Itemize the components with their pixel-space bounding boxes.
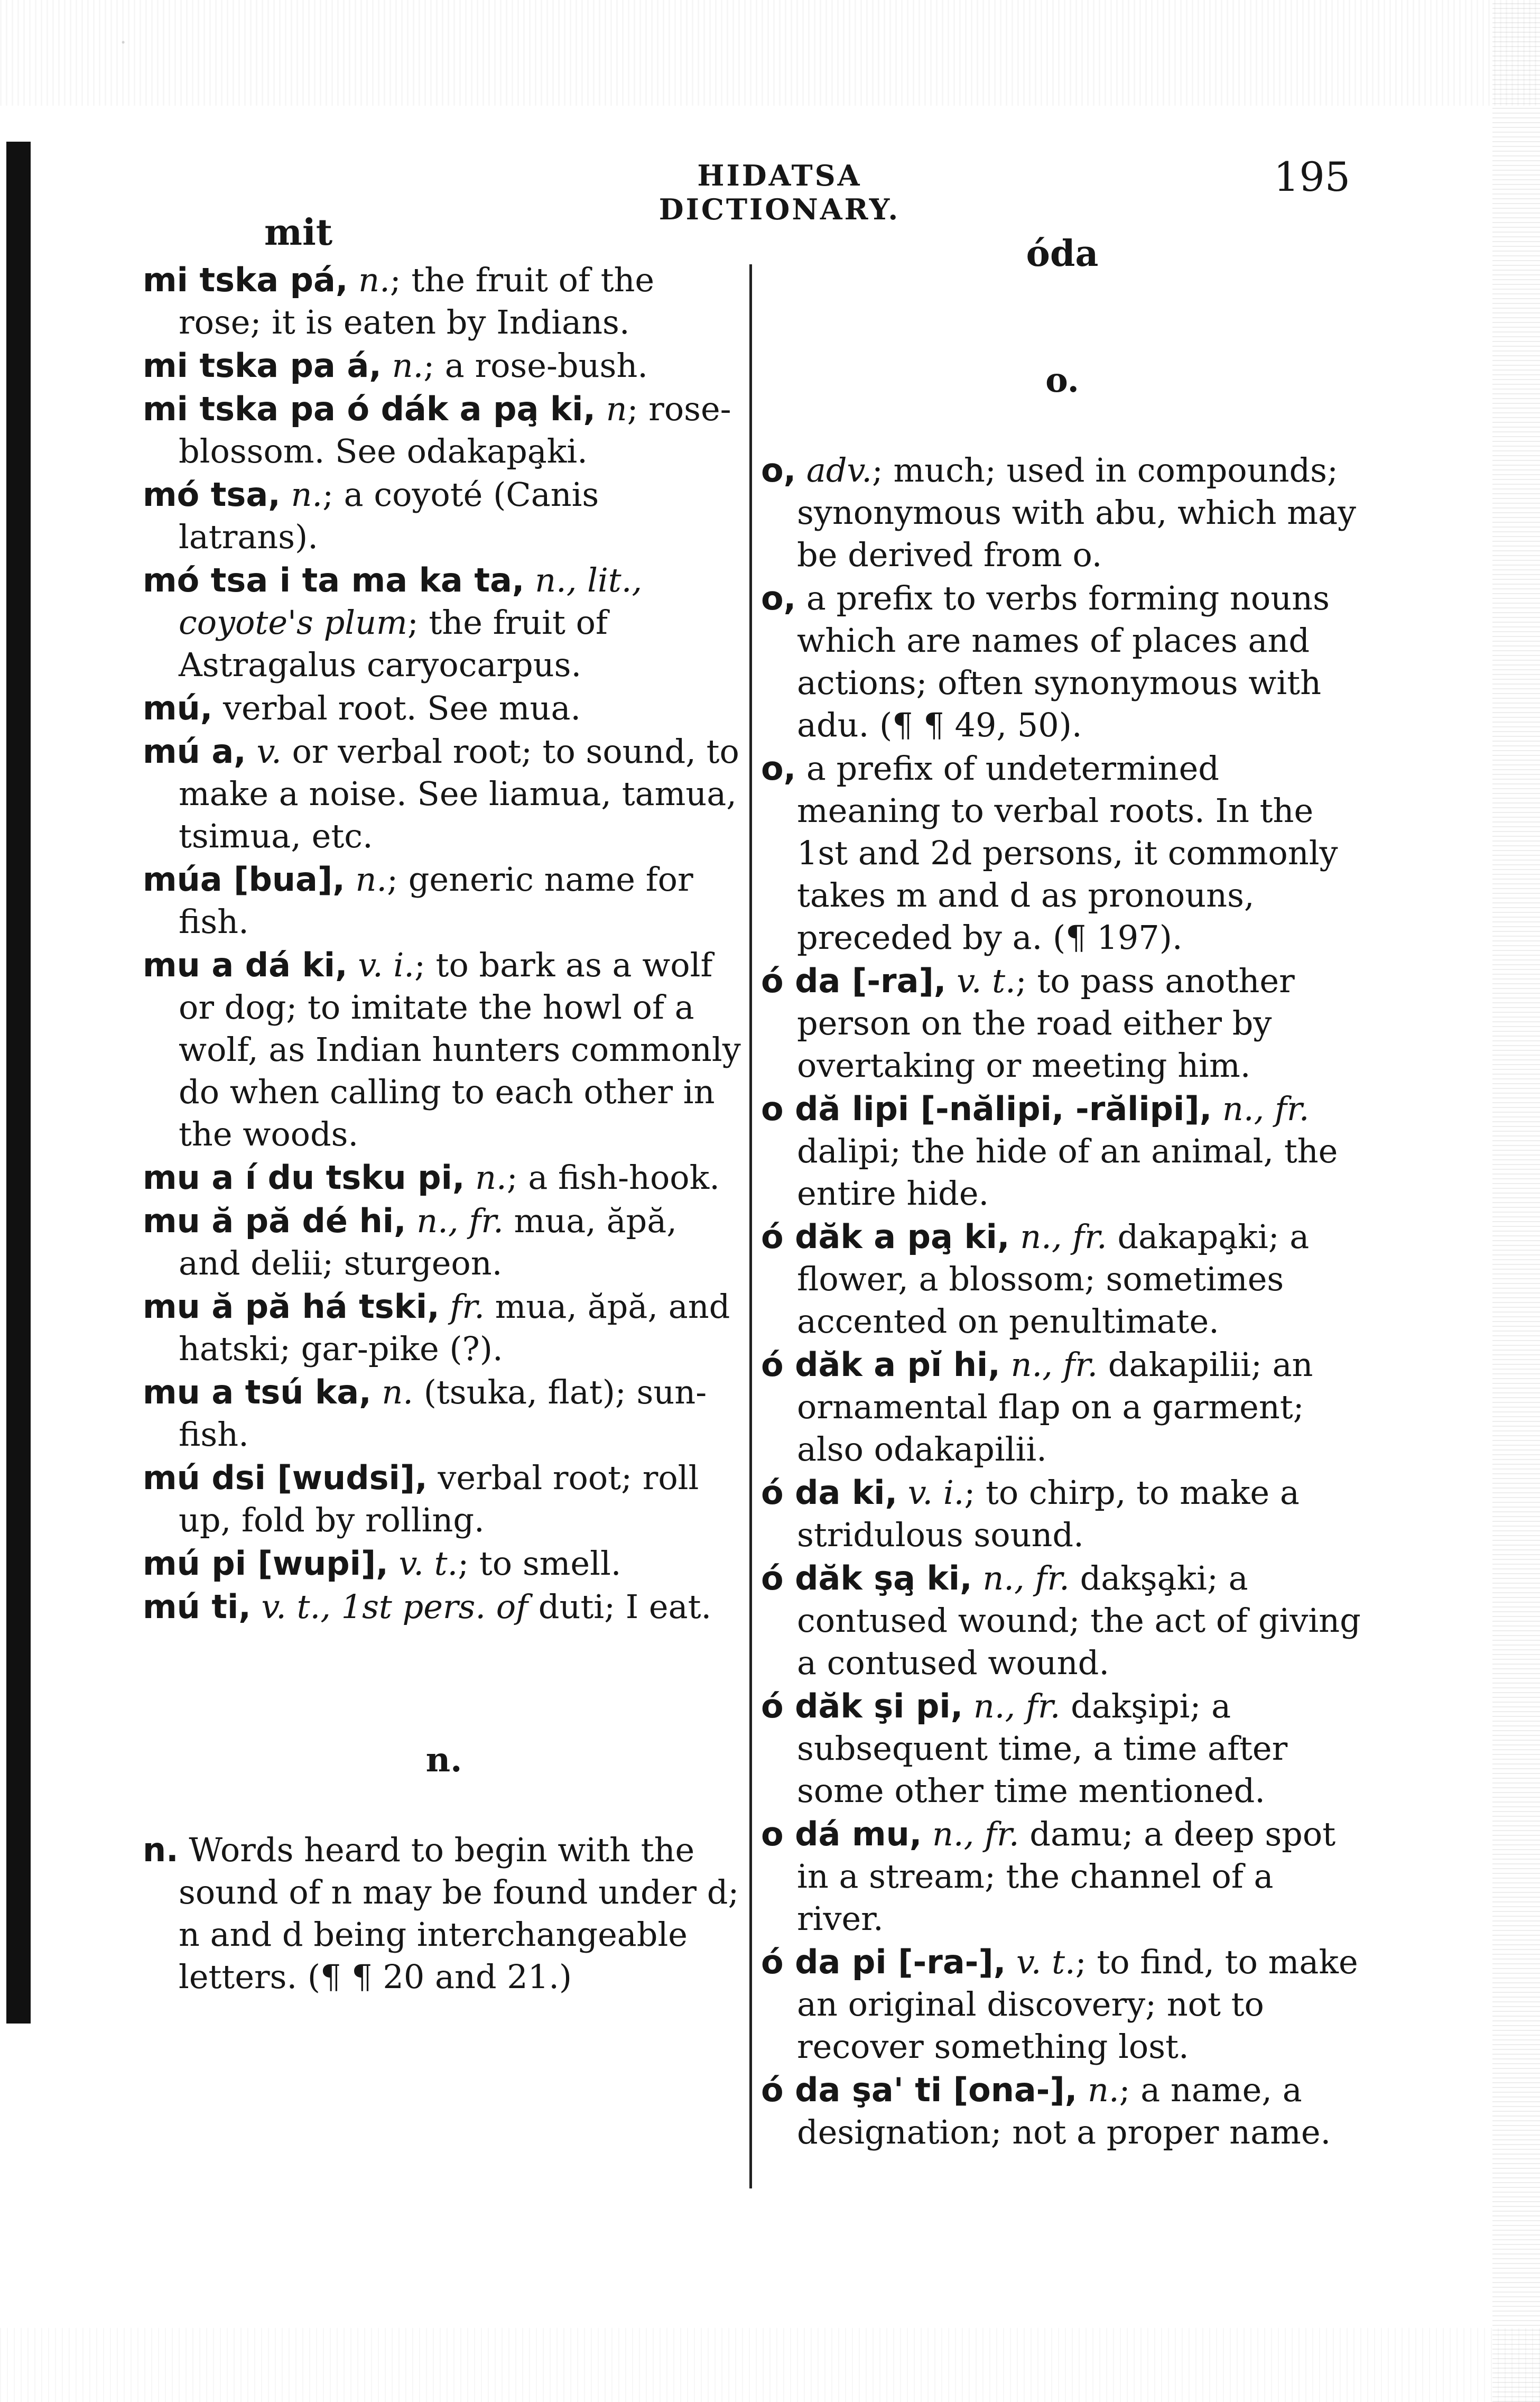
entry-part-of-speech: v. t., 1st pers. of [261,1587,528,1626]
dictionary-entry [761,1813,1363,1940]
entry-headword: mu a tsú ka, [143,1373,372,1411]
dictionary-entry [761,2069,1363,2154]
page-number: 195 [1274,153,1351,200]
entry-definition: (tsuka, flat); sun-fish. [179,1373,707,1454]
entry-space [524,561,535,599]
entry-part-of-speech: n. [291,475,323,514]
dictionary-entry [761,1344,1363,1471]
dictionary-entry [143,474,745,558]
entry-definition: ; a rose-bush. [423,346,648,385]
entry-space [246,732,257,771]
entry-part-of-speech: n., fr. [416,1202,504,1240]
dictionary-entry [143,259,745,344]
entry-definition: ; the fruit of the rose; it is eaten by Indians. [179,261,655,341]
dictionary-entry [143,1286,745,1370]
entry-definition: ; to bark as a wolf or dog; to imitate the howl of a wolf, as Indian hunters commonly do when calling to each other in the woods. [179,946,741,1153]
entry-space [922,1815,932,1853]
entry-space [345,860,356,899]
scan-noise-top [0,0,1540,106]
entry-definition: a prefix to verbs forming nouns which are names of places and actions; often synonymous with adu. (¶ ¶ 49, 50). [797,579,1330,744]
dictionary-entry [143,1371,745,1456]
entry-space [1006,1943,1016,1981]
entry-space [251,1587,262,1626]
entry-part-of-speech: v. t. [398,1544,458,1583]
entry-space [388,1544,399,1583]
dictionary-entry [143,1542,745,1585]
entry-space [212,689,223,727]
entry-definition: ; much; used in compounds; synonymous with abu, which may be derived from o. [797,451,1357,574]
entry-definition: a prefix of undetermined meaning to verbal roots. In the 1st and 2d persons, it commonly takes m and d as pronouns, preceded by a. (¶ 197). [797,749,1338,957]
entry-definition: ; to smell. [458,1544,621,1583]
entry-headword: mi tska pa á, [143,346,382,385]
entry-part-of-speech: n. [355,860,387,899]
entry-headword: ó dăk şi pi, [761,1687,963,1725]
entry-part-of-speech: n. [392,346,424,385]
entry-definition: ; a fish-hook. [506,1158,720,1197]
entry-part-of-speech: n. [382,1373,413,1411]
dictionary-entry [143,731,745,857]
entry-definition: ; the fruit of Astragalus caryocarpus. [179,603,608,684]
entry-definition: dakşa̧ki; a contused wound; the act of giving a contused wound. [797,1559,1361,1682]
entry-headword: mú ti, [143,1587,251,1626]
entry-headword: mó tsa, [143,475,281,514]
right-column [761,233,1363,2155]
dictionary-entry [143,1586,745,1628]
entry-headword: o, [761,451,796,489]
entry-space [897,1473,908,1512]
entry-space [465,1158,475,1197]
entry-part-of-speech: n., fr. [1222,1089,1310,1128]
entry-space [1000,1345,1011,1384]
entry-part-of-speech: v. [256,732,282,771]
dictionary-entry [761,449,1363,576]
entry-space [372,1373,382,1411]
entry-space [348,946,358,984]
entry-definition: dakapilii; an ornamental flap on a garment; also odakapilii. [797,1345,1313,1468]
entry-headword: ó dăk şa̧ ki, [761,1559,972,1597]
entry-part-of-speech: adv. [806,451,872,489]
entry-definition: ; to find, to make an original discovery; not to recover something lost. [797,1943,1358,2066]
entry-part-of-speech: n., lit., coyote's plum [179,561,643,642]
dictionary-entry [761,1088,1363,1215]
entry-headword: mi tska pá, [143,261,348,299]
entry-headword: ó da ki, [761,1473,898,1512]
dictionary-entry [143,345,745,387]
entry-part-of-speech: n. [1088,2071,1119,2109]
entry-part-of-speech: n. [475,1158,507,1197]
dictionary-entry [761,747,1363,959]
entry-space [596,390,606,428]
entry-part-of-speech: v. t. [1016,1943,1075,1981]
entry-headword: ó da [-ra], [761,962,947,1000]
entry-space [946,962,957,1000]
entry-space [796,579,806,617]
letter-note-body: Words heard to begin with the sound of n may be found under d; n and d being interchangeable letters. (¶ ¶ 20 and 21.) [178,1831,739,1996]
dictionary-entry [143,1457,745,1541]
letter-note-head: n. [143,1831,179,1869]
dictionary-entry [761,1472,1363,1556]
entry-headword: o, [761,579,796,617]
entry-headword: mu a í du tsku pi, [143,1158,465,1197]
entry-space [440,1287,450,1326]
entry-space [972,1559,983,1597]
entry-space [1212,1089,1222,1128]
entry-definition: dalipi; the hide of an animal, the entire hide. [797,1132,1338,1213]
entry-part-of-speech: fr. [450,1287,485,1326]
entry-space [348,261,358,299]
entry-space [406,1202,417,1240]
dictionary-entry [761,1685,1363,1812]
entry-definition: mua, ăpă, and delii; sturgeon. [179,1202,677,1282]
entry-definition: duti; I eat. [528,1587,712,1626]
entry-space [796,749,806,788]
letter-heading-n: n. [425,1740,462,1780]
entry-definition: damu; a deep spot in a stream; the channel of a river. [797,1815,1336,1938]
dictionary-entry [143,944,745,1156]
entry-part-of-speech: n., fr. [1020,1217,1107,1256]
entry-headword: mu a dá ki, [143,946,348,984]
entry-part-of-speech: v. t. [957,962,1016,1000]
entry-headword: ó dăk a pĭ hi, [761,1345,1000,1384]
left-guide-word: mit [264,211,333,254]
entry-definition: ; generic name for fish. [179,860,693,941]
dictionary-entry [761,1216,1363,1343]
entry-space [281,475,291,514]
entry-headword: o dă lipi [-nălipi, -rălipi], [761,1089,1212,1128]
dictionary-entry [143,388,745,473]
entry-headword: mú a, [143,732,246,771]
dictionary-entry [761,577,1363,746]
dictionary-entry [143,1200,745,1285]
dictionary-entry [143,687,745,729]
entry-part-of-speech: v. i. [907,1473,964,1512]
entry-part-of-speech: n., fr. [1010,1345,1098,1384]
entry-part-of-speech: n. [358,261,390,299]
scan-edge-right [1492,0,1540,2402]
entry-definition: or verbal root; to sound, to make a noise. See liamua, tamua, tsimua, etc. [179,732,739,855]
entry-definition: dakşipi; a subsequent time, a time after some other time mentioned. [797,1687,1288,1810]
entry-headword: mi tska pa ó dák a pa̧ ki, [143,390,596,428]
entry-part-of-speech: n., fr. [982,1559,1070,1597]
entry-definition: dakapa̧ki; a flower, a blossom; sometimes accented on penultimate. [797,1217,1310,1341]
entry-headword: o, [761,749,796,788]
entry-space [796,451,806,489]
scan-noise-bottom [0,2328,1540,2402]
entry-headword: ó dăk a pa̧ ki, [761,1217,1010,1256]
letter-heading-o: o. [1045,361,1079,400]
entry-part-of-speech: n., fr. [932,1815,1019,1853]
letter-note [143,1829,745,1998]
entry-definition: ; to chirp, to make a stridulous sound. [797,1473,1300,1554]
dictionary-entry [143,858,745,943]
entry-space [1009,1217,1020,1256]
dictionary-entry [143,1157,745,1199]
entry-headword: mú pi [wupi], [143,1544,388,1583]
dictionary-entry [761,1941,1363,2068]
dictionary-entry [143,559,745,686]
entry-space [963,1687,973,1725]
column-divider [749,264,752,2188]
entry-headword: ó da şa' ti [ona-], [761,2071,1078,2109]
entry-headword: mu ă pă dé hi, [143,1202,406,1240]
right-guide-word: óda [1026,233,1099,275]
entry-part-of-speech: n [606,390,627,428]
entry-definition: verbal root; roll up, fold by rolling. [179,1458,699,1539]
entry-definition: verbal root. See mua. [223,689,581,727]
entry-definition: mua, ăpă, and hatski; gar-pike (?). [179,1287,730,1368]
left-entries-list [143,259,745,1628]
entry-space [382,346,392,385]
entry-headword: o dá mu, [761,1815,922,1853]
entry-headword: mú dsi [wudsi], [143,1458,428,1497]
entry-definition: ; a name, a designation; not a proper name. [797,2071,1331,2151]
entry-headword: múa [bua], [143,860,345,899]
entry-headword: mú, [143,689,213,727]
entry-headword: mu ă pă há tski, [143,1287,440,1326]
left-column [143,211,745,1999]
dictionary-entry [761,960,1363,1087]
running-head: HIDATSA DICTIONARY. [658,159,901,226]
dictionary-entry [761,1557,1363,1684]
entry-definition: ; rose-blossom. See odakapa̧ki. [179,390,731,470]
entry-definition: ; to pass another person on the road either by overtaking or meeting him. [797,962,1295,1085]
entry-part-of-speech: v. i. [358,946,414,984]
entry-headword: mó tsa i ta ma ka ta, [143,561,525,599]
entry-space [1077,2071,1088,2109]
entry-part-of-speech: n., fr. [973,1687,1061,1725]
right-entries-list [761,449,1363,2154]
entry-space [428,1458,438,1497]
entry-definition: ; a coyoté (Canis latrans). [179,475,599,556]
binding-edge-bar [6,142,31,2024]
entry-headword: ó da pi [-ra-], [761,1943,1006,1981]
